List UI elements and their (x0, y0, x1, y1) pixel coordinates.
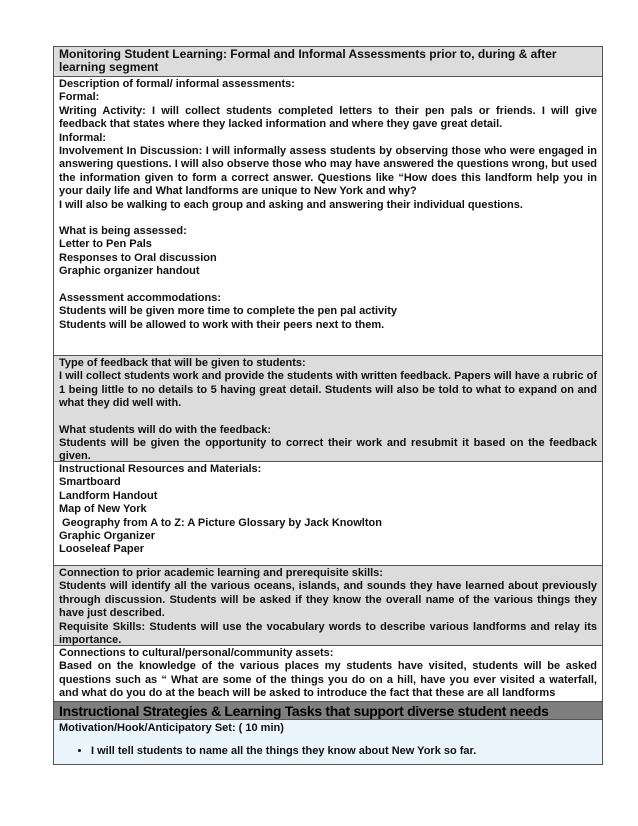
monitoring-title: Monitoring Student Learning: Formal and Informal Assessments prior to, during & after learning segment (59, 47, 557, 74)
prior-learning-cell (53, 565, 603, 645)
resources-cell (53, 461, 603, 565)
assessed-item: Responses to Oral discussion (59, 251, 217, 264)
feedback-type-label: Type of feedback that will be given to students: (59, 357, 306, 369)
formal-label: Formal: (59, 91, 100, 104)
cultural-cell (53, 645, 603, 701)
feedback-use-label: What students will do with the feedback: (59, 423, 272, 436)
monitoring-header-cell (53, 46, 603, 76)
accommodation-item: Students will be given more time to complete the pen pal activity (59, 305, 398, 318)
informal-label: Informal: (59, 131, 107, 144)
resource-item: Graphic Organizer (59, 530, 155, 543)
feedback-type-text: I will collect students work and provide the students with written feedback. Papers will have a rubric of 1 being little to no details to 5 having great detail. Students will also be told to what to expand on and what they did well with. (59, 370, 597, 410)
accommodations-label: Assessment accommodations: (59, 291, 221, 304)
lesson-plan-table (53, 46, 603, 765)
resource-item: Landform Handout (59, 489, 158, 502)
resource-item: Map of New York (59, 503, 147, 516)
prior-learning-text: Students will identify all the various oceans, islands, and sounds they have learned about previously through discussion. Students will be asked if they know the overall name of the various things they have just described. (59, 580, 597, 620)
monitoring-body-cell (53, 76, 603, 355)
assessed-item: Letter to Pen Pals (59, 238, 152, 251)
strategies-body-cell (53, 719, 603, 765)
walking-text: I will also be walking to each group and asking and answering their individual questions. (59, 198, 523, 211)
requisite-skills-text: Requisite Skills: Students will use the vocabulary words to describe various landforms and relay its importance. (59, 620, 597, 645)
resource-item: Geography from A to Z: A Picture Glossary by Jack Knowlton (59, 516, 382, 529)
strategies-heading-cell (53, 701, 603, 719)
formal-text: Writing Activity: I will collect students completed letters to their pen pals or friends. I will give feedback that states where they lacked information and where they gave great detail. (59, 104, 597, 131)
assessment-description-label: Description of formal/ informal assessments: (59, 78, 295, 90)
strategies-heading: Instructional Strategies & Learning Tasks that support diverse student needs (59, 703, 549, 719)
prior-learning-label: Connection to prior academic learning and prerequisite skills: (59, 567, 383, 579)
resource-item: Looseleaf Paper (59, 543, 144, 556)
cultural-label: Connections to cultural/personal/community assets: (59, 647, 334, 659)
motivation-list (59, 745, 597, 758)
feedback-cell (53, 355, 603, 461)
list-item: • I will tell students to name all the things they know about New York so far. (91, 745, 597, 758)
resource-item: Smartboard (59, 476, 121, 489)
cultural-text: Based on the knowledge of the various places my students have visited, students will be asked questions such as “ What are some of the things you do on a hill, have you ever visited a waterfall, and what do you do at the beach will be asked to introduce the fact that these are all landforms (59, 660, 597, 700)
accommodation-item: Students will be allowed to work with their peers next to them. (59, 318, 385, 331)
assessed-item: Graphic organizer handout (59, 265, 200, 278)
feedback-use-text: Students will be given the opportunity to correct their work and resubmit it based on the feedback given. (59, 437, 597, 461)
resources-label: Instructional Resources and Materials: (59, 463, 262, 475)
motivation-label: Motivation/Hook/Anticipatory Set: ( 10 min) (59, 722, 284, 734)
informal-text: Involvement In Discussion: I will informally assess students by observing those who were engaged in answering questions. I will also observe those who may have answered the questions wrong, but used the information given to form a correct answer. Questions like “How does this landform help you in your daily life and What landforms are unique to New York and why? (59, 145, 597, 198)
assessed-label: What is being assessed: (59, 225, 187, 238)
